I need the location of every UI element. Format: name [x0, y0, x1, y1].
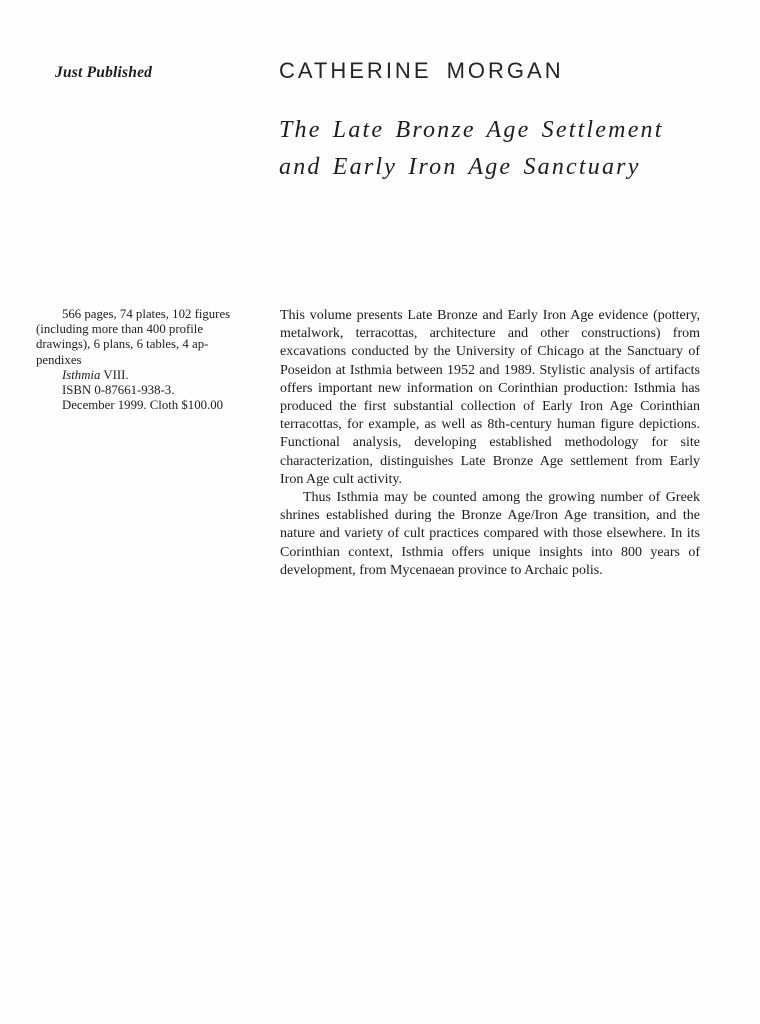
series-title: Isthmia [62, 367, 101, 382]
description-paragraph-2: Thus Isthmia may be counted among the growing number of Greek shrines established during the Bronze Age/Iron Age transition, and the nature and variety of cult practices compared with those elsewhere. In its Corinthian context, Isthmia offers unique insights into 800 years of development, from Mycenaean province to Archaic polis. [280, 490, 700, 578]
isbn-line: ISBN 0-87661-938-3. [62, 383, 175, 398]
book-title [279, 112, 664, 186]
description-paragraph-1: This volume presents Late Bronze and Early Iron Age evidence (pottery, metalwork, terracottas, architecture and other constructions) from excavations conducted by the University of Chicago at the Sanctuary of Poseidon at Isthmia between 1952 and 1989. Stylistic analysis of artifacts offers important new information on Corinthian production: Isthmia has produced the first substantial collection of Early Iron Age Corinthian terracottas, for example, as well as 8th-century human figure depictions. Functional analysis, developing established methodology for site characterization, distinguishes Late Bronze Age settlement from Early Iron Age cult activity. [280, 308, 700, 487]
release-price-line: December 1999. Cloth $100.00 [62, 398, 223, 413]
just-published-label: Just Published [55, 64, 153, 81]
book-title-line2: and Early Iron Age Sanctuary [279, 154, 641, 180]
description-text [280, 307, 700, 580]
details-description-line: 566 pages, 74 plates, 102 figures [62, 307, 231, 321]
author-name: CATHERINE MORGAN [279, 58, 564, 83]
publication-details [36, 307, 240, 413]
details-description-line: drawings), 6 plans, 6 tables, 4 ap- [36, 337, 209, 352]
details-description-line: pendixes [36, 352, 82, 367]
series-line [36, 368, 240, 383]
details-description-line: (including more than 400 profile [36, 322, 204, 337]
series-volume: VIII. [100, 367, 129, 382]
book-title-line1: The Late Bronze Age Settlement [279, 117, 664, 143]
